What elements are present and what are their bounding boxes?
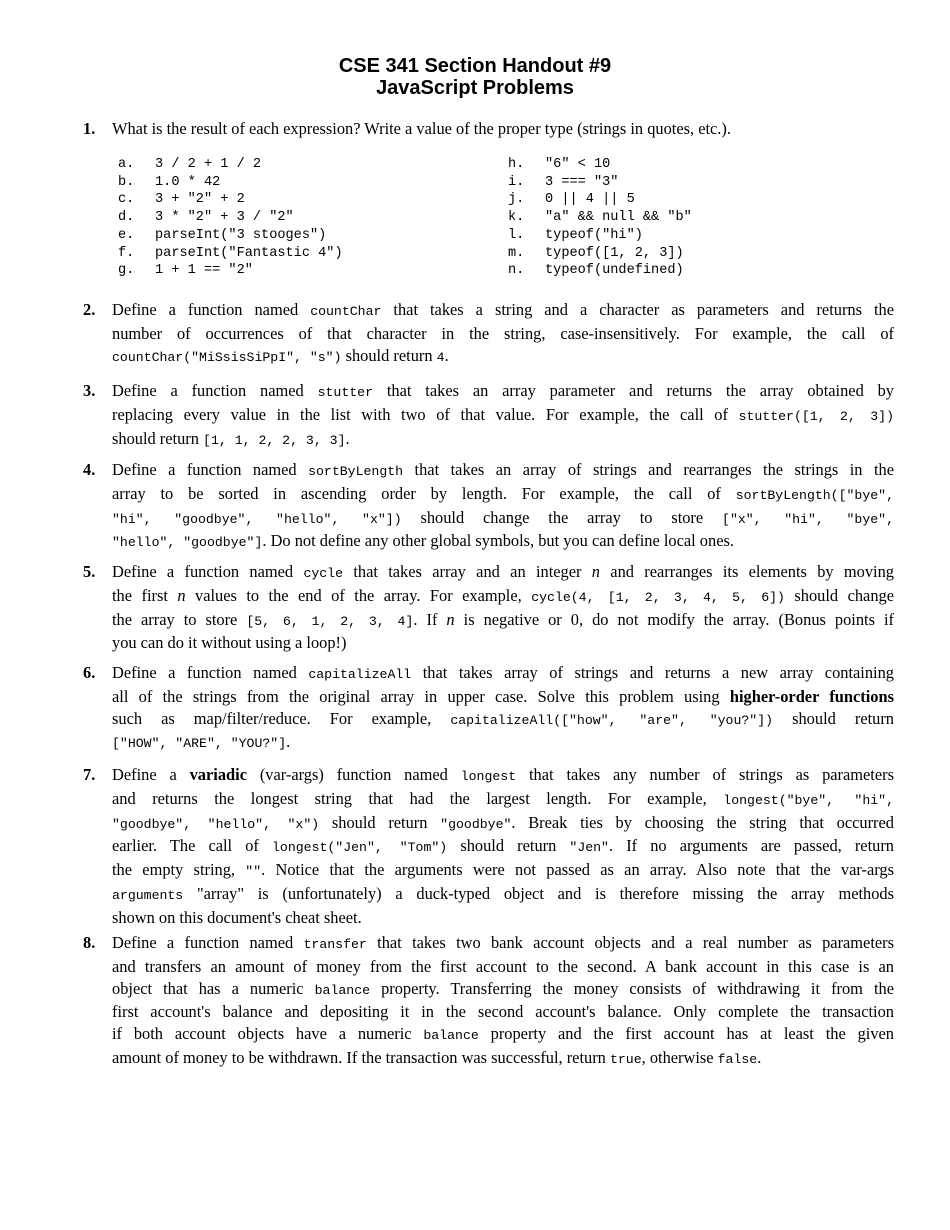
expression-item bbox=[118, 209, 343, 227]
text: Define a function named bbox=[112, 381, 318, 400]
emphasis-text: higher-order functions bbox=[729, 686, 894, 706]
expression-item bbox=[118, 191, 343, 209]
text-line: shown on this document's cheat sheet. bbox=[112, 907, 362, 927]
text-line bbox=[112, 530, 894, 554]
expression-letter: b. bbox=[118, 174, 135, 190]
code-example-call: capitalizeAll(["how", "are", "you?"]) bbox=[450, 712, 774, 728]
code-function-name: stutter bbox=[317, 385, 374, 400]
code-example-result: [1, 1, 2, 2, 3, 3] bbox=[203, 432, 346, 448]
code-example-call: cycle(4, [1, 2, 3, 4, 5, 6]) bbox=[531, 589, 785, 605]
problem-text bbox=[112, 299, 894, 368]
text-line bbox=[112, 932, 894, 956]
expression-letter: d. bbox=[118, 210, 135, 226]
code-example-call: longest("bye", "hi", bbox=[723, 792, 894, 808]
text-line bbox=[112, 507, 894, 531]
text: array to be sorted in ascending order by length. For example, the call of bbox=[112, 483, 736, 503]
expression-item bbox=[508, 262, 692, 280]
code-function-name: cycle bbox=[303, 566, 344, 581]
expression-letter: a. bbox=[118, 157, 135, 172]
text: Define a function named bbox=[112, 562, 304, 581]
text: Define a function named bbox=[112, 933, 304, 952]
text-line bbox=[112, 812, 894, 836]
text: object that has a numeric bbox=[112, 978, 315, 998]
text: "array" is (unfortunately) a duck-typed object and is therefore missing the array methods bbox=[183, 883, 894, 903]
text: , otherwise bbox=[641, 1047, 718, 1067]
text: . bbox=[286, 732, 291, 752]
problem-text bbox=[112, 118, 894, 140]
expression-letter: g. bbox=[118, 263, 135, 279]
text: . bbox=[757, 1047, 762, 1067]
problem-6 bbox=[83, 662, 894, 755]
text: (var-args) function named bbox=[246, 765, 461, 784]
code-example-result: "goodbye" bbox=[440, 816, 512, 832]
text: that takes array of strings and returns a new array containing bbox=[411, 663, 894, 682]
text-line bbox=[112, 404, 894, 428]
code-function-name: transfer bbox=[303, 937, 367, 952]
variable-n: n bbox=[177, 585, 186, 605]
problem-number: 6. bbox=[83, 663, 96, 682]
expression-item bbox=[508, 227, 692, 245]
expression-letter: e. bbox=[118, 227, 135, 243]
code-example-call: "hi", "goodbye", "hello", "x"]) bbox=[112, 511, 402, 527]
text-line bbox=[112, 978, 894, 1002]
expression-item bbox=[508, 209, 692, 227]
problem-5 bbox=[83, 561, 894, 654]
problem-2 bbox=[83, 299, 894, 368]
problem-number: 5. bbox=[83, 562, 96, 581]
text-line bbox=[112, 731, 894, 755]
text-line: first account's balance and depositing it in the second account's balance. Only complete the transaction bbox=[112, 1002, 894, 1022]
text: . bbox=[444, 345, 449, 365]
problem-number: 1. bbox=[83, 119, 96, 138]
text: should return bbox=[319, 812, 441, 832]
code-example-call: sortByLength(["bye", bbox=[735, 487, 894, 503]
problem-number: 2. bbox=[83, 300, 96, 319]
text-line bbox=[112, 428, 894, 452]
expression-letter: h. bbox=[508, 157, 525, 172]
text: should return bbox=[447, 836, 570, 856]
text-line bbox=[112, 483, 894, 507]
expression-code: 3 + "2" + 2 bbox=[155, 192, 245, 208]
page-subtitle: JavaScript Problems bbox=[376, 77, 574, 99]
text: property and the first account has at least the given bbox=[478, 1024, 894, 1044]
code-example-result: "hello", "goodbye"] bbox=[112, 535, 263, 551]
code-function-name: longest bbox=[460, 769, 517, 784]
expression-item bbox=[508, 174, 692, 192]
code-example-call: "goodbye", "hello", "x") bbox=[112, 816, 320, 832]
text: Define a function named bbox=[112, 460, 309, 479]
code-property-name: balance bbox=[314, 982, 371, 998]
text-line bbox=[112, 561, 894, 585]
text: that takes an array parameter and returns the array obtained by bbox=[373, 381, 895, 400]
expression-code: 0 || 4 || 5 bbox=[545, 192, 635, 208]
text: the first bbox=[112, 585, 178, 605]
problem-1 bbox=[83, 118, 894, 140]
code-example-result: "Jen" bbox=[569, 840, 609, 856]
problem-text bbox=[112, 561, 894, 654]
text: that takes a string and a character as parameters and returns the bbox=[381, 300, 894, 319]
expression-item bbox=[118, 245, 343, 263]
expression-letter: j. bbox=[508, 192, 525, 208]
text-line bbox=[112, 609, 894, 633]
expression-code: typeof("hi") bbox=[545, 227, 643, 243]
text: . Notice that the arguments were not passed as an array. Also note that the var-args bbox=[261, 860, 894, 880]
text: amount of money to be withdrawn. If the transaction was successful, return bbox=[112, 1047, 610, 1067]
text: should change bbox=[784, 585, 894, 605]
text: . If bbox=[413, 609, 447, 629]
text-line bbox=[112, 459, 894, 483]
text: should return bbox=[112, 428, 204, 448]
code-false: false bbox=[717, 1051, 758, 1067]
expression-item bbox=[118, 156, 343, 174]
text: such as map/filter/reduce. For example, bbox=[112, 708, 451, 728]
expression-letter: n. bbox=[508, 263, 525, 279]
problem-text bbox=[112, 380, 894, 451]
text-line: and transfers an amount of money from the first account to the second. A bank account in this case is an bbox=[112, 956, 894, 976]
text: should change the array to store bbox=[401, 507, 723, 527]
text: earlier. The call of bbox=[112, 836, 272, 856]
text-line bbox=[112, 788, 894, 812]
text: is negative or 0, do not modify the array. (Bonus points if bbox=[454, 609, 894, 629]
emphasis-text: variadic bbox=[189, 765, 247, 784]
text: should return bbox=[773, 708, 895, 728]
variable-n: n bbox=[591, 562, 600, 581]
problem-text bbox=[112, 459, 894, 554]
problem-number: 3. bbox=[83, 381, 96, 400]
text-line bbox=[112, 380, 894, 404]
expression-item bbox=[508, 191, 692, 209]
text-line bbox=[112, 859, 894, 883]
expression-code: parseInt("Fantastic 4") bbox=[155, 245, 343, 261]
text: should return bbox=[341, 345, 437, 365]
text: if both account objects have a numeric bbox=[112, 1024, 424, 1044]
text-line bbox=[112, 662, 894, 686]
expression-code: 3 * "2" + 3 / "2" bbox=[155, 210, 294, 226]
expression-code: 1.0 * 42 bbox=[155, 174, 221, 190]
text: all of the strings from the original array in upper case. Solve this problem using bbox=[112, 686, 730, 706]
text-line bbox=[112, 835, 894, 859]
problem-text bbox=[112, 662, 894, 755]
expression-letter: c. bbox=[118, 192, 135, 208]
expression-item bbox=[508, 245, 692, 263]
code-function-name: countChar bbox=[310, 304, 382, 319]
problem-text bbox=[112, 764, 894, 929]
expression-item bbox=[118, 227, 343, 245]
text-line bbox=[112, 345, 894, 369]
code-function-name: capitalizeAll bbox=[308, 667, 412, 682]
code-true: true bbox=[609, 1051, 642, 1067]
problem-number: 8. bbox=[83, 933, 96, 952]
expression-letter: i. bbox=[508, 174, 525, 190]
text-line: number of occurrences of that character in the string, case-insensitively. For example, the call of bbox=[112, 323, 894, 343]
text: property. Transferring the money consists of withdrawing it from the bbox=[370, 978, 894, 998]
code-function-name: sortByLength bbox=[308, 464, 404, 479]
text: replacing every value in the list with two of that value. For example, the call of bbox=[112, 404, 739, 424]
code-example-call: stutter([1, 2, 3]) bbox=[738, 408, 894, 424]
expression-code: "6" < 10 bbox=[545, 157, 611, 172]
text-line bbox=[112, 764, 894, 788]
problem-4 bbox=[83, 459, 894, 554]
expression-item bbox=[118, 262, 343, 280]
text: . If no arguments are passed, return bbox=[608, 836, 894, 856]
expression-letter: f. bbox=[118, 245, 135, 261]
code-property-name: balance bbox=[423, 1028, 479, 1044]
text: the array to store bbox=[112, 609, 247, 629]
expression-letter: k. bbox=[508, 210, 525, 226]
problem-8 bbox=[83, 932, 894, 1071]
text: that takes array and an integer bbox=[343, 562, 592, 581]
text: and returns the longest string that had the largest length. For example, bbox=[112, 788, 724, 808]
expression-code: typeof([1, 2, 3]) bbox=[545, 245, 684, 261]
expression-code: 1 + 1 == "2" bbox=[155, 263, 253, 279]
text-line bbox=[112, 883, 894, 907]
problem-number: 4. bbox=[83, 460, 96, 479]
expression-code: parseInt("3 stooges") bbox=[155, 227, 327, 243]
problem-text bbox=[112, 932, 894, 1071]
text-line: you can do it without using a loop!) bbox=[112, 633, 347, 653]
expression-list-right bbox=[508, 156, 692, 280]
problem-7 bbox=[83, 764, 894, 929]
code-example-call: longest("Jen", "Tom") bbox=[272, 840, 448, 856]
text-line bbox=[112, 1023, 894, 1047]
text: Define a bbox=[112, 765, 190, 784]
expression-code: 3 === "3" bbox=[545, 174, 619, 190]
page-title: CSE 341 Section Handout #9 bbox=[338, 55, 612, 77]
text-line bbox=[112, 299, 894, 323]
text: Define a function named bbox=[112, 300, 311, 319]
code-empty-string: "" bbox=[245, 864, 262, 880]
code-example-result: 4 bbox=[436, 349, 445, 365]
expression-item bbox=[508, 156, 692, 174]
variable-n: n bbox=[446, 609, 455, 629]
expression-letter: l. bbox=[508, 227, 525, 243]
code-example-call: countChar("MiSsisSiPpI", "s") bbox=[112, 349, 342, 365]
text: . Do not define any other global symbols, but you can define local ones. bbox=[262, 531, 734, 551]
text: that takes an array of strings and rearranges the strings in the bbox=[403, 460, 894, 479]
text: . Break ties by choosing the string that occurred bbox=[511, 812, 894, 832]
expression-code: typeof(undefined) bbox=[545, 263, 684, 279]
text-line bbox=[112, 585, 894, 609]
code-example-result: ["x", "hi", "bye", bbox=[722, 511, 894, 527]
text: values to the end of the array. For example, bbox=[185, 585, 532, 605]
expression-item bbox=[118, 174, 343, 192]
text-line: What is the result of each expression? Write a value of the proper type (strings in quotes, etc.). bbox=[112, 119, 731, 138]
text-line bbox=[112, 1047, 894, 1071]
text: that takes two bank account objects and a real number as parameters bbox=[366, 933, 895, 952]
problem-number: 7. bbox=[83, 765, 96, 784]
text: that takes any number of strings as parameters bbox=[516, 765, 894, 784]
code-example-result: [5, 6, 1, 2, 3, 4] bbox=[246, 613, 414, 629]
text: and rearranges its elements by moving bbox=[599, 562, 894, 581]
code-example-result: ["HOW", "ARE", "YOU?"] bbox=[112, 736, 287, 752]
text-line bbox=[112, 708, 894, 732]
text: Define a function named bbox=[112, 663, 309, 682]
expression-list-left bbox=[118, 156, 343, 280]
text-line bbox=[112, 686, 894, 708]
problem-3 bbox=[83, 380, 894, 451]
code-arguments: arguments bbox=[112, 887, 184, 903]
text: the empty string, bbox=[112, 860, 246, 880]
text: . bbox=[345, 428, 350, 448]
expression-letter: m. bbox=[508, 245, 525, 261]
expression-code: 3 / 2 + 1 / 2 bbox=[155, 157, 262, 172]
expression-code: "a" && null && "b" bbox=[545, 210, 692, 226]
